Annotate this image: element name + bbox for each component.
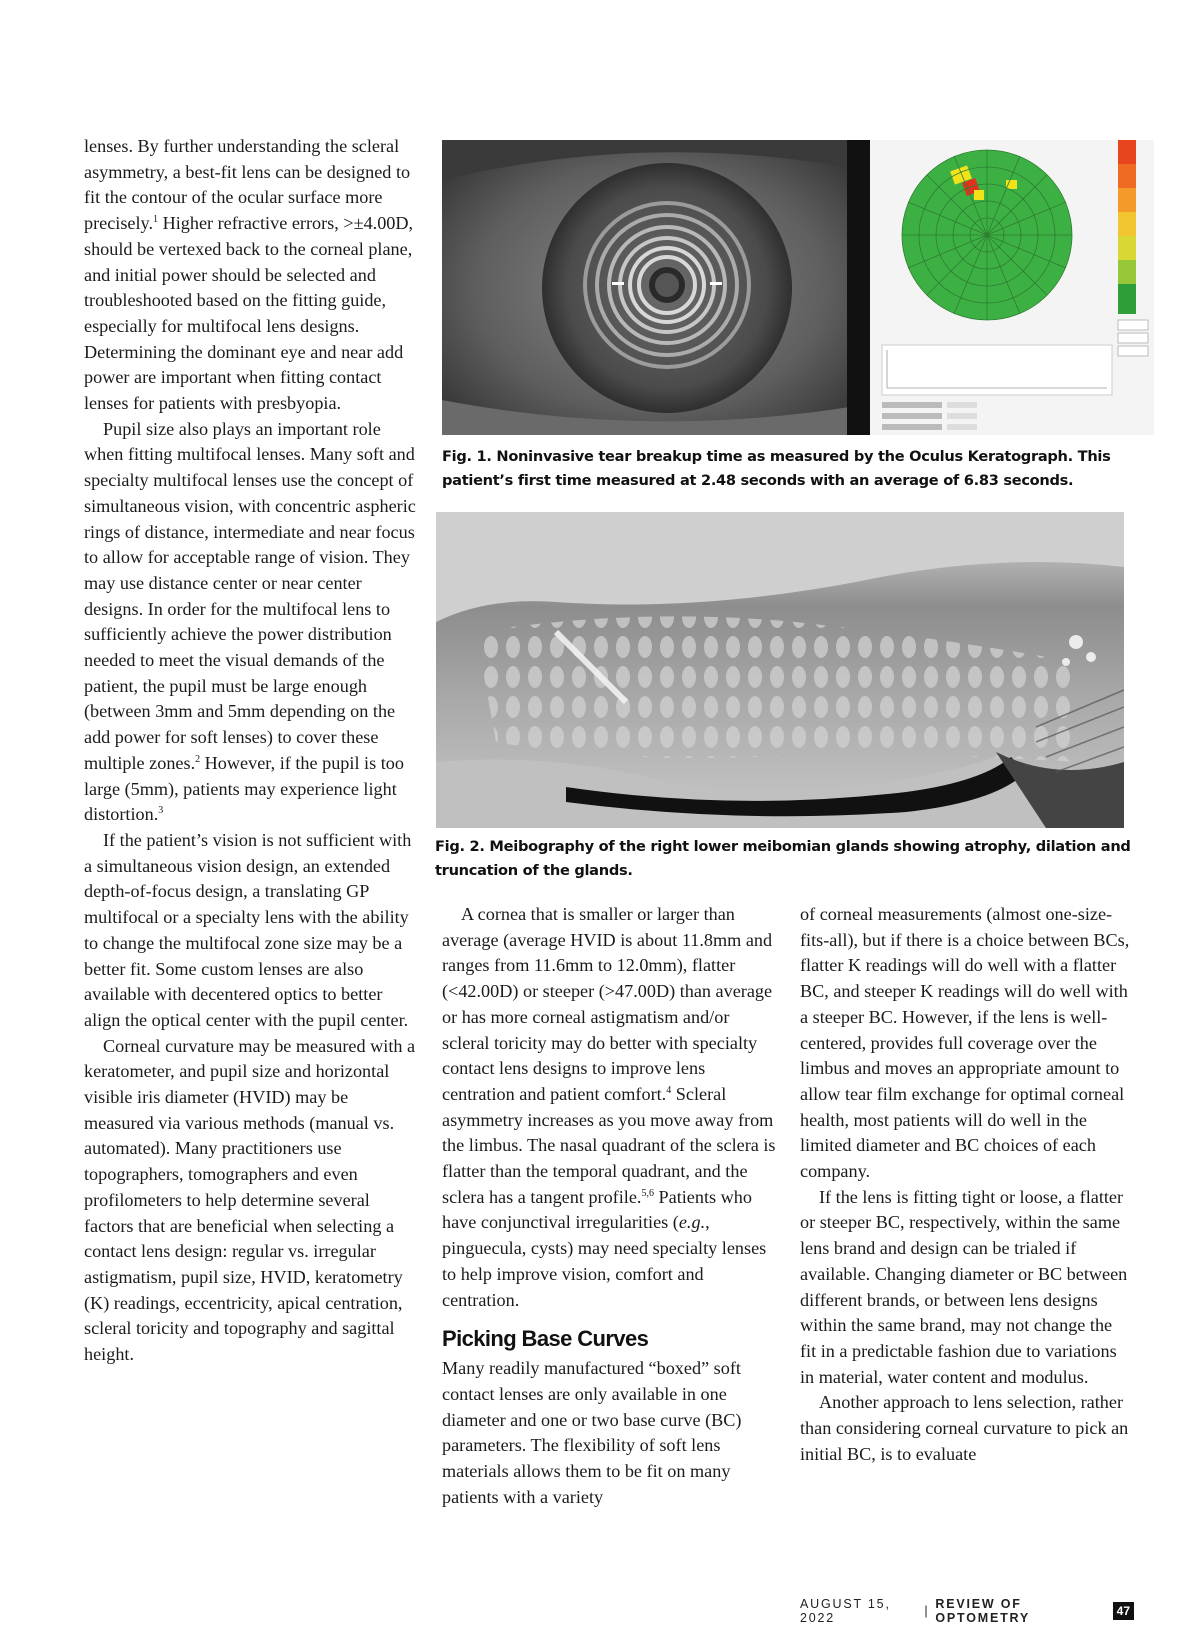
paragraph: Another approach to lens selection, rather than considering corneal curvature to pick an initial BC, is to evaluate (800, 1392, 1129, 1464)
color-scale (1118, 140, 1136, 314)
publication-name: REVIEW OF OPTOMETRY (935, 1597, 1031, 1625)
issue-date: AUGUST 15, 2022 (800, 1597, 891, 1625)
section-heading: Picking Base Curves (442, 1326, 649, 1352)
side-buttons (1118, 320, 1148, 356)
paragraph: Many readily manufactured “boxed” soft contact lenses are only available in one diameter and one or two base curve (BC) parameters. The flexibility of soft lens materials allows them to be fit on many patients with a variety (442, 1358, 742, 1507)
reference-marker: 4 (666, 1084, 672, 1096)
figure-2-caption: Fig. 2. Meibography of the right lower meibomian glands showing atrophy, dilation and truncation of the glands. (435, 838, 1131, 879)
text-column-3 (800, 902, 1130, 1467)
paragraph: Pupil size also plays an important role when fitting multifocal lenses. Many soft and specialty multifocal lenses use the concept of simultaneous vision, with concentric aspheric rings of distance, intermediate and near focus to allow for acceptable range of vision. They may use distance center or near center designs. In order for the multifocal lens to sufficiently achieve the power distribution needed to meet the visual demands of the patient, the pupil must be large enough (between 3mm and 5mm depending on the add power for soft lenses) to cover these multiple zones.$^2$ However, if the pupil is too large (5mm), patients may experience light distortion.$^3$ (84, 418, 416, 825)
paragraph: lenses. By further understanding the scleral asymmetry, a best-fit lens can be designed to fit the contour of the ocular surface more precisely.$^1$ Higher refractive errors, >±4.00D, should be vertexed back to the corneal plane, and initial power should be selected and troubleshooted based on the fitting guide, especially for multifocal lens designs. Determining the dominant eye and near add power are important when fitting contact lenses for patients with presbyopia. (84, 136, 414, 414)
page-number: 47 (1113, 1602, 1134, 1620)
graph-area (882, 345, 1112, 395)
text-column-2 (442, 902, 777, 1510)
footer-separator: | (924, 1604, 930, 1618)
paragraph: If the lens is fitting tight or loose, a flatter or steeper BC, respectively, within the same lens brand and design can be trialed if available. Changing diameter or BC between different brands, or between lens designs within the same brand, may not change the fit in a predictable fashion due to variations in material, water content and modulus. (800, 1186, 1128, 1387)
paragraph: A cornea that is smaller or larger than average (average HVID is about 11.8mm and ranges from 11.6mm to 12.0mm), flatter (<42.00D) or steeper (>47.00D) than average or has more corneal astigmatism and/or scleral toricity may do better with specialty contact lens designs to improve lens centration and patient comfort.$^4$ Scleral asymmetry increases as you move away from the limbus. The nasal quadrant of the sclera is flatter than the temporal quadrant, and the sclera has a tangent profile.$^{5,6}$ Patients who have conjunctival irregularities (e.g., pinguecula, cysts) may need specialty lenses to help improve vision, comfort and centration. (442, 904, 776, 1310)
figure-1-image (442, 140, 1154, 435)
meibography-image (436, 512, 1124, 828)
figure-2-image (436, 512, 1124, 828)
page-footer (800, 1597, 1134, 1625)
figure-1-caption: Fig. 1. Noninvasive tear breakup time as measured by the Oculus Keratograph. This patient’s first time measured at 2.48 seconds with an average of 6.83 seconds. (442, 448, 1111, 489)
keratograph-image (442, 140, 1154, 435)
paragraph: of corneal measurements (almost one-size-fits-all), but if there is a choice between BCs, flatter K readings will do well with a flatter BC, and steeper K readings will do well with a steeper BC. However, if the lens is well-centered, provides full coverage over the limbus and moves an appropriate amount to allow tear film exchange for optimal corneal health, most patients will do well in the limited diameter and BC choices of each company. (800, 904, 1130, 1182)
paragraph: Corneal curvature may be measured with a keratometer, and pupil size and horizontal visible iris diameter (HVID) may be measured via various methods (manual vs. automated). Many practitioners use topographers, tomographers and even profilometers to help determine several factors that are beneficial when selecting a contact lens design: regular vs. irregular astigmatism, pupil size, HVID, keratometry (K) readings, eccentricity, apical centration, scleral toricity and topography and sagittal height. (84, 1035, 416, 1365)
text-column-1 (84, 134, 417, 1368)
reference-marker: 5,6 (641, 1187, 654, 1199)
map-grid (902, 150, 1072, 320)
paragraph: If the patient’s vision is not sufficient with a simultaneous vision design, an extended depth-of-focus design, a translating GP multifocal or a specialty lens with the ability to change the multifocal zone size may be a better fit. Some custom lenses are also available with decentered optics to better align the optical center with the pupil center. (84, 829, 412, 1030)
reference-marker: 1 (153, 214, 159, 226)
reference-marker: 3 (158, 805, 164, 817)
reference-marker: 2 (195, 753, 201, 765)
